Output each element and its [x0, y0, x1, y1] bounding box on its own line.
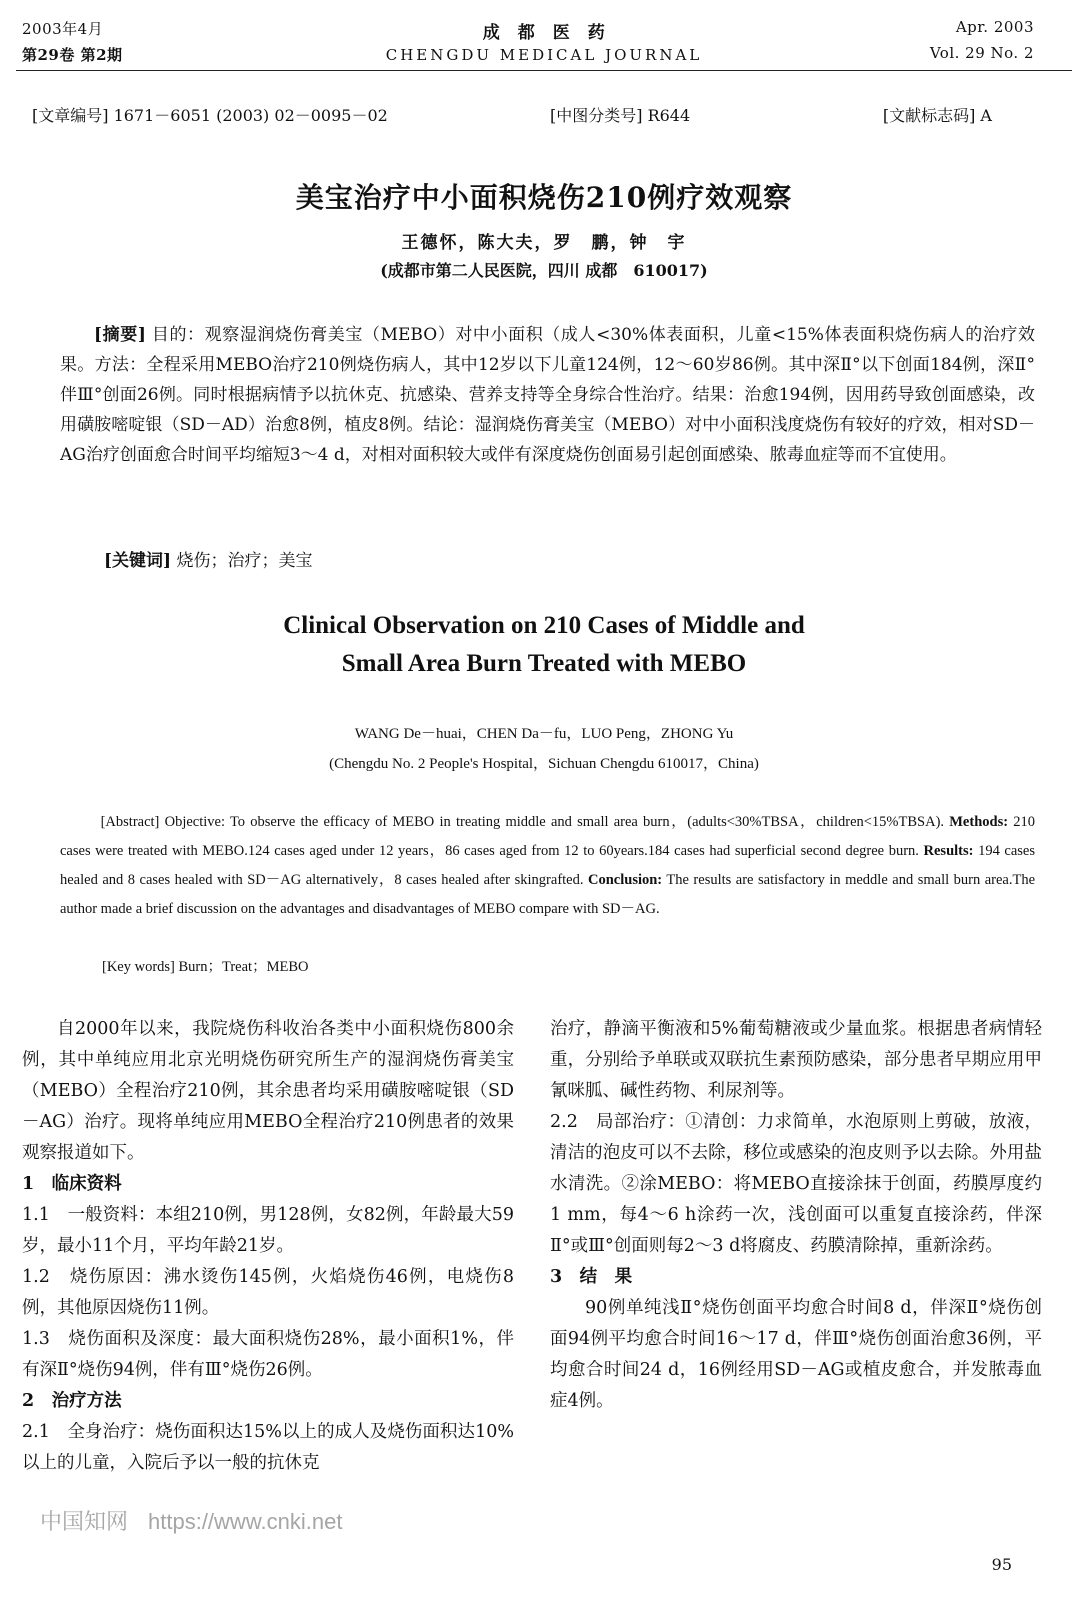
abstract-en-results-label: Results:	[923, 843, 974, 859]
keywords-cn-label: [关键词]	[104, 551, 172, 571]
abstract-cn-text: 目的：观察湿润烧伤膏美宝（MEBO）对中小面积（成人<30%体表面积，儿童<15%体表面积烧伤病人的治疗效果。方法：全程采用MEBO治疗210例烧伤病人，其中12岁以下儿童124例，12～60岁86例。其中深Ⅱ°以下创面184例，深Ⅱ°伴Ⅲ°创面26例。同时根据病情予以抗休克、抗感染、营养支持等全身综合性治疗。结果：治愈194例，因用药导致创面感染，改用磺胺嘧啶银（SD－AD）治愈8例，植皮8例。结论：湿润烧伤膏美宝（MEBO）对中小面积浅度烧伤有较好的疗效，相对SD－AG治疗创面愈合时间平均缩短3～4 d，对相对面积较大或伴有深度烧伤创面易引起创面感染、脓毒血症等而不宜使用。	[60, 325, 1035, 465]
body-left-column	[22, 1014, 514, 1479]
body-right-column	[550, 1014, 1042, 1417]
section-2-1-continued: 治疗，静滴平衡液和5%葡萄糖液或少量血浆。根据患者病情轻重，分别给予单联或双联抗生素预防感染，部分患者早期应用甲氰咪胍、碱性药物、利尿剂等。	[550, 1019, 1042, 1101]
header-rule	[16, 70, 1072, 71]
abstract-en	[60, 808, 1035, 924]
abstract-en-label: [Abstract]	[100, 814, 160, 830]
affiliation-en: (Chengdu No. 2 People's Hospital，Sichuan Chengdu 610017，China)	[329, 756, 759, 772]
header-issue-en: Vol. 29 No. 2	[929, 44, 1034, 62]
authors-en: WANG De－huai，CHEN Da－fu，LUO Peng，ZHONG Yu	[354, 726, 734, 742]
page-number: 95	[991, 1555, 1012, 1574]
journal-title-en: CHENGDU MEDICAL JOURNAL	[385, 46, 703, 64]
header-issue-cn: 第29卷 第2期	[22, 46, 123, 64]
section-1-2: 1.2 烧伤原因：沸水烫伤145例，火焰烧伤46例，电烧伤8例，其他原因烧伤11例。	[22, 1267, 514, 1318]
section-1-1: 1.1 一般资料：本组210例，男128例，女82例，年龄最大59岁，最小11个月，平均年龄21岁。	[22, 1205, 514, 1256]
abstract-en-objective-label: Objective:	[164, 814, 225, 830]
section-2-1: 2.1 全身治疗：烧伤面积达15%以上的成人及烧伤面积达10%以上的儿童，入院后予以一般的抗休克	[22, 1422, 514, 1473]
document-code: [文献标志码] A	[882, 106, 992, 125]
abstract-en-conclusion: The results are satisfactory in meddle and small burn area.The author made a brief discussion on the advantages and disadvantages of MEBO compare with SD－AG.	[60, 872, 1035, 917]
intro-paragraph: 自2000年以来，我院烧伤科收治各类中小面积烧伤800余例，其中单纯应用北京光明烧伤研究所生产的湿润烧伤膏美宝（MEBO）全程治疗210例，其余患者均采用磺胺嘧啶银（SD－AG）治疗。现将单纯应用MEBO全程治疗210例患者的效果观察报道如下。	[22, 1019, 514, 1163]
section-1-heading: 1 临床资料	[22, 1174, 122, 1194]
keywords-cn-text: 烧伤；治疗；美宝	[176, 551, 313, 571]
abstract-en-conclusion-label: Conclusion:	[588, 872, 663, 888]
section-2-heading: 2 治疗方法	[22, 1391, 122, 1411]
watermark-url: https://www.cnki.net	[148, 1509, 343, 1534]
header-date-cn: 2003年4月	[22, 20, 104, 38]
cnki-watermark	[40, 1505, 362, 1536]
watermark-cn: 中国知网	[40, 1509, 129, 1534]
abstract-en-objective: To observe the efficacy of MEBO in treating middle and small area burn，(adults<30%TBSA，children<15%TBSA).	[229, 814, 945, 830]
authors-cn: 王德怀，陈大夫，罗 鹏，钟 宇	[401, 233, 687, 253]
header-date-en: Apr. 2003	[955, 18, 1034, 36]
abstract-en-methods: 210 cases were treated with MEBO.124 cases aged under 12 years，86 cases aged from 12 to 60years.184 cases had superficial second degree burn.	[60, 814, 1036, 859]
clc-number: [中图分类号] R644	[550, 106, 691, 125]
affiliation-cn: (成都市第二人民医院，四川 成都 610017)	[380, 261, 708, 280]
results-paragraph: 90例单纯浅Ⅱ°烧伤创面平均愈合时间8 d，伴深Ⅱ°烧伤创面94例平均愈合时间16～17 d，伴Ⅲ°烧伤创面治愈36例，平均愈合时间24 d，16例经用SD－AG或植皮愈合，并发脓毒血症4例。	[550, 1298, 1042, 1411]
abstract-en-results: 194 cases healed and 8 cases healed with SD－AG alternatively，8 cases healed after skingrafted.	[60, 843, 1035, 888]
abstract-en-methods-label: Methods:	[949, 814, 1009, 830]
abstract-cn	[60, 320, 1035, 470]
keywords-cn	[104, 546, 313, 571]
article-title-en-line2: Small Area Burn Treated with MEBO	[341, 650, 747, 677]
article-title-en-line1: Clinical Observation on 210 Cases of Middle and	[283, 612, 805, 639]
section-1-3: 1.3 烧伤面积及深度：最大面积烧伤28%，最小面积1%，伴有深Ⅱ°烧伤94例，伴有Ⅲ°烧伤26例。	[22, 1329, 514, 1380]
keywords-en: [Key words] Burn；Treat；MEBO	[102, 959, 309, 975]
abstract-cn-label: [摘要]	[94, 325, 146, 345]
section-2-2: 2.2 局部治疗：①清创：力求简单，水泡原则上剪破，放液，清洁的泡皮可以不去除，移位或感染的泡皮则予以去除。外用盐水清洗。②涂MEBO：将MEBO直接涂抹于创面，药膜厚度约1 mm，每4～6 h涂药一次，浅创面可以重复直接涂药，伴深Ⅱ°或Ⅲ°创面则每2～3 d将腐皮、药膜清除掉，重新涂药。	[550, 1112, 1042, 1256]
article-title-cn: 美宝治疗中小面积烧伤210例疗效观察	[295, 181, 793, 214]
section-3-heading: 3 结 果	[550, 1267, 633, 1287]
journal-title-cn: 成 都 医 药	[482, 23, 606, 43]
article-number: [文章编号] 1671－6051 (2003) 02－0095－02	[32, 106, 388, 125]
